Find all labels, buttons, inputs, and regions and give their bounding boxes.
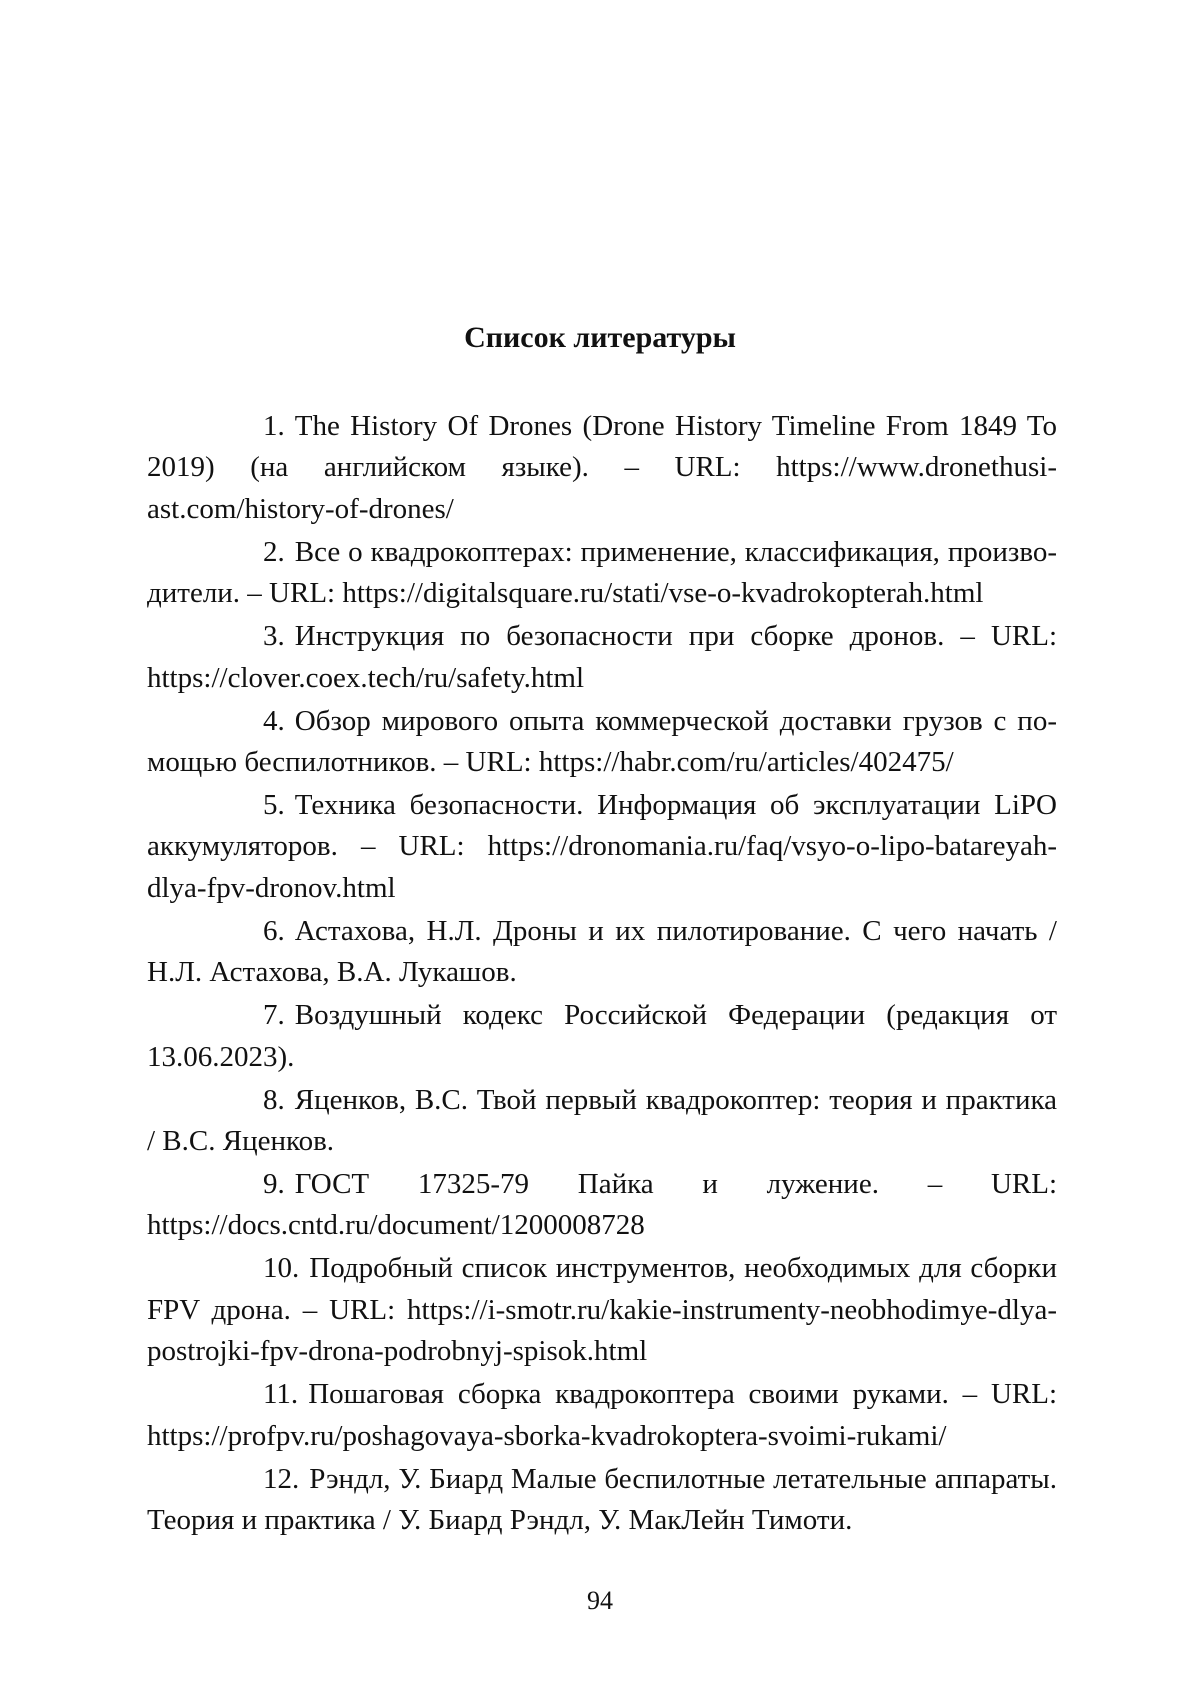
reference-text: The History Of Drones (Drone History Timeline From 1849 To 2019) (на английском языке). – URL: https://www.dronethusiast.com/history-of-drones/	[147, 410, 1057, 525]
reference-text: Техника безопасности. Информация об эксплуатации LiPO аккумуляторов. – URL: https://dronomania.ru/faq/vsyo-o-lipo-batareyah-dlya-fpv-dronov.html	[147, 789, 1057, 904]
reference-text: Пошаговая сборка квадрокоптера своими руками. – URL: https://profpv.ru/poshagovaya-sborka-kvadrokoptera-svoimi-rukami/	[147, 1378, 1057, 1452]
reference-text: Астахова, Н.Л. Дроны и их пилотирование. С чего начать / Н.Л. Астахова, В.А. Лукашов.	[147, 914, 1057, 989]
reference-number: 7.	[263, 999, 285, 1032]
reference-number: 4.	[263, 704, 285, 737]
reference-text: Рэндл, У. Биард Малые беспилотные летательные аппараты. Теория и практика / У. Биард Рэндл, У. МакЛейн Тимоти.	[147, 1462, 1057, 1537]
reference-item	[147, 406, 1057, 530]
reference-item	[147, 995, 1057, 1078]
reference-number: 1.	[263, 410, 285, 442]
reference-item	[147, 911, 1057, 994]
reference-list	[147, 406, 1057, 1543]
reference-item	[147, 1080, 1057, 1163]
reference-number: 12.	[263, 1462, 300, 1495]
reference-text: Инструкция по безопасности при сборке дронов. – URL: https://clover.coex.tech/ru/safety.html	[147, 620, 1057, 694]
reference-text: Все о квадрокоптерах: применение, классификация, производители. – URL: https://digitalsquare.ru/stati/vse-o-kvadrokopterah.html	[147, 535, 1057, 610]
reference-text: ГОСТ 17325-79 Пайка и лужение. – URL: https://docs.cntd.ru/document/1200008728	[147, 1168, 1057, 1242]
reference-number: 6.	[263, 914, 285, 947]
reference-item	[147, 1248, 1057, 1372]
page-title: Список литературы	[464, 321, 736, 354]
reference-item	[147, 1374, 1057, 1457]
reference-number: 8.	[263, 1083, 285, 1116]
reference-item	[147, 701, 1057, 784]
reference-item	[147, 1459, 1057, 1542]
reference-text: Подробный список инструментов, необходимых для сборки FPV дрона. – URL: https://i-smotr.ru/kakie-instrumenty-neobhodimye-dlya-postrojki-fpv-drona-podrobnyj-spisok.html	[147, 1252, 1057, 1368]
reference-text: Воздушный кодекс Российской Федерации (редакция от 13.06.2023).	[147, 999, 1057, 1073]
reference-number: 11.	[263, 1378, 299, 1411]
reference-text: Обзор мирового опыта коммерческой доставки грузов с помощью беспилотников. – URL: https://habr.com/ru/articles/402475/	[147, 704, 1057, 779]
reference-item	[147, 616, 1057, 699]
reference-item	[147, 532, 1057, 615]
reference-text: Яценков, В.С. Твой первый квадрокоптер: теория и практика / В.С. Яценков.	[147, 1083, 1057, 1158]
reference-number: 9.	[263, 1168, 285, 1201]
page-number: 94	[587, 1586, 613, 1615]
reference-number: 5.	[263, 789, 285, 822]
reference-number: 3.	[263, 620, 285, 653]
reference-number: 2.	[263, 535, 285, 568]
reference-number: 10.	[263, 1252, 300, 1285]
reference-item	[147, 1164, 1057, 1247]
reference-item	[147, 785, 1057, 909]
